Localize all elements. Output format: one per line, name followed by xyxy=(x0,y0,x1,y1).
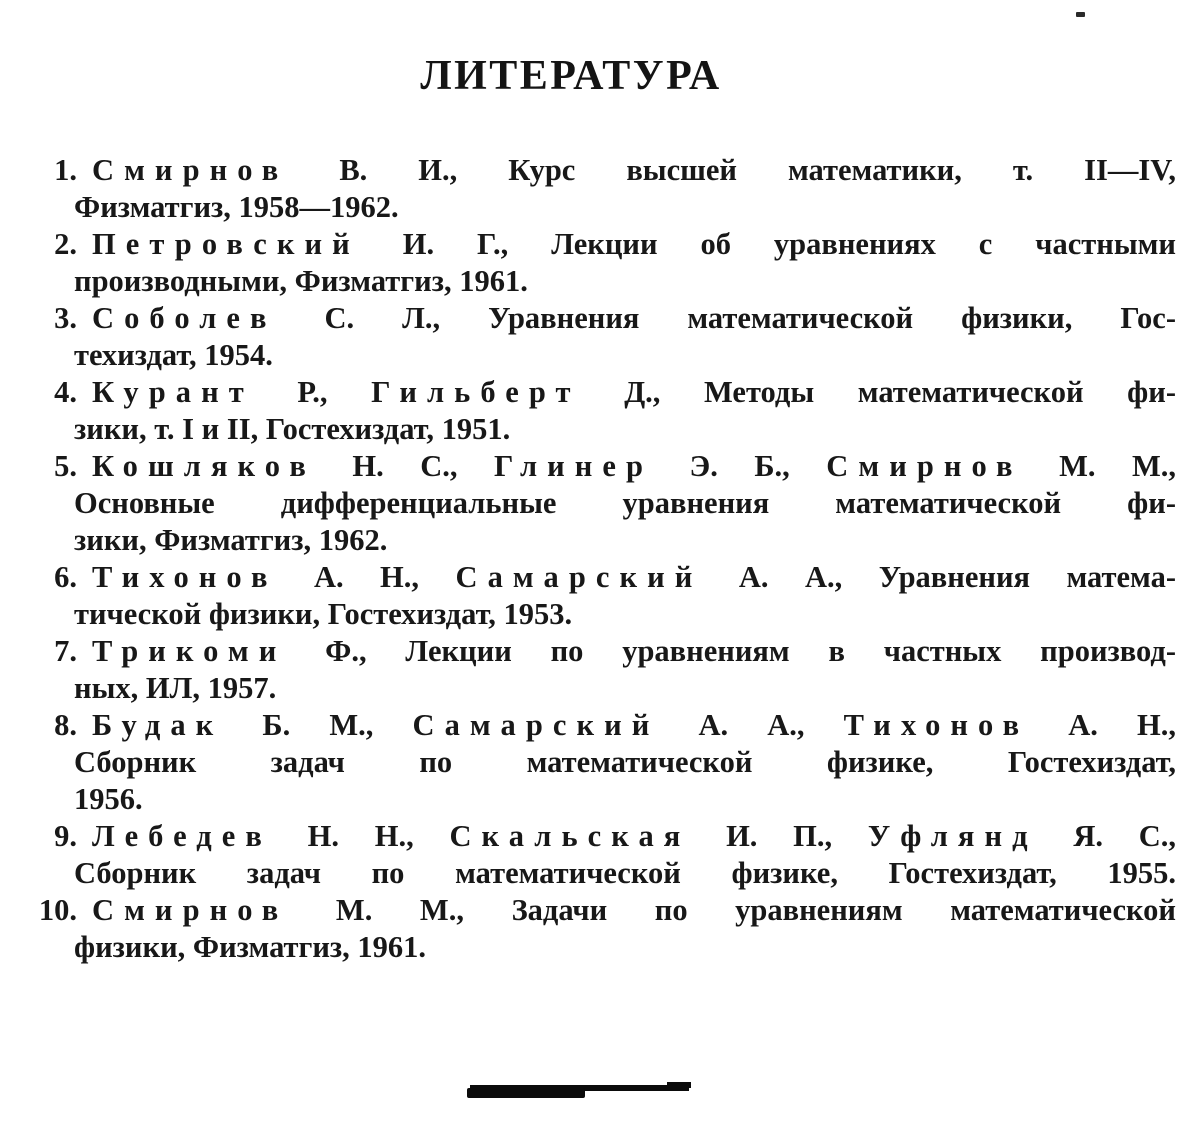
reference-text: зики, т. I и II, Гостехиздат, 1951. xyxy=(74,412,511,446)
reference-text: Д., Методы математической фи- xyxy=(580,375,1176,409)
reference-line xyxy=(74,596,1176,633)
reference-text: тической физики, Гостехиздат, 1953. xyxy=(74,597,573,631)
reference-line xyxy=(74,559,1176,596)
reference-text: физики, Физматгиз, 1961. xyxy=(74,930,427,964)
author-name: Трикоми xyxy=(92,634,287,668)
reference-line xyxy=(74,263,1176,300)
reference-line xyxy=(74,781,1176,818)
reference-line xyxy=(74,152,1176,189)
author-name: Петровский xyxy=(92,227,360,261)
reference-line xyxy=(74,300,1176,337)
reference-line xyxy=(74,707,1176,744)
reference-number: 7. xyxy=(54,634,77,668)
reference-item xyxy=(0,707,1176,818)
author-name: Будак xyxy=(92,708,224,742)
author-name: Самарский xyxy=(455,560,703,594)
author-name: Соболев xyxy=(92,301,277,335)
reference-line xyxy=(74,522,1176,559)
reference-line xyxy=(74,448,1176,485)
author-name: Смирнов xyxy=(92,893,289,927)
author-name: Уфлянд xyxy=(867,819,1038,853)
reference-item xyxy=(0,892,1176,966)
author-name: Лебедев xyxy=(92,819,272,853)
reference-text: Я. С., xyxy=(1037,819,1176,853)
author-name: Смирнов xyxy=(826,449,1023,483)
reference-line xyxy=(74,633,1176,670)
reference-text: Э. Б., xyxy=(653,449,827,483)
reference-text: А. Н., xyxy=(1029,708,1177,742)
reference-line xyxy=(74,744,1176,781)
ink-speck xyxy=(1076,12,1085,17)
reference-item xyxy=(0,633,1176,707)
author-name: Тихонов xyxy=(92,560,278,594)
reference-text: 1956. xyxy=(74,782,143,816)
reference-text: ных, ИЛ, 1957. xyxy=(74,671,277,705)
reference-line xyxy=(74,411,1176,448)
reference-item xyxy=(0,559,1176,633)
reference-line xyxy=(74,189,1176,226)
reference-number: 3. xyxy=(54,301,77,335)
reference-line xyxy=(74,226,1176,263)
reference-text: зики, Физматгиз, 1962. xyxy=(74,523,388,557)
reference-number: 4. xyxy=(54,375,77,409)
author-name: Тихонов xyxy=(843,708,1030,742)
reference-text: И. Г., Лекции об уравнениях с частными xyxy=(359,227,1176,261)
reference-number: 2. xyxy=(54,227,77,261)
reference-number: 9. xyxy=(54,819,77,853)
page-title: ЛИТЕРАТУРА xyxy=(420,53,722,99)
reference-item xyxy=(0,300,1176,374)
author-name: Смирнов xyxy=(92,153,289,187)
reference-text: А. А., xyxy=(659,708,844,742)
reference-text: Н. С., xyxy=(315,449,494,483)
reference-line xyxy=(74,485,1176,522)
reference-item xyxy=(0,152,1176,226)
reference-text: Р., xyxy=(253,375,372,409)
author-name: Глинер xyxy=(493,449,654,483)
reference-number: 10. xyxy=(38,893,77,927)
reference-item xyxy=(0,374,1176,448)
bottom-rule xyxy=(470,1085,689,1091)
reference-number: 6. xyxy=(54,560,77,594)
reference-text: А. А., Уравнения матема- xyxy=(702,560,1176,594)
reference-line xyxy=(74,670,1176,707)
reference-text: Сборник задач по математической физике, Гостехиздат, xyxy=(74,745,1176,779)
reference-text: И. П., xyxy=(690,819,868,853)
reference-text: М. М., Задачи по уравнениям математической xyxy=(288,893,1176,927)
reference-text: техиздат, 1954. xyxy=(74,338,273,372)
author-name: Самарский xyxy=(412,708,660,742)
reference-text: М. М., xyxy=(1022,449,1177,483)
reference-number: 1. xyxy=(54,153,77,187)
reference-text: А. Н., xyxy=(277,560,456,594)
reference-text: Н. Н., xyxy=(271,819,450,853)
reference-number: 8. xyxy=(54,708,77,742)
reference-line xyxy=(74,855,1176,892)
reference-item xyxy=(0,226,1176,300)
reference-item xyxy=(0,448,1176,559)
reference-line xyxy=(74,892,1176,929)
reference-list xyxy=(0,152,1176,966)
author-name: Кошляков xyxy=(92,449,316,483)
reference-text: Сборник задач по математической физике, Гостехиздат, 1955. xyxy=(74,856,1176,890)
reference-text: С. Л., Уравнения математической физики, Гос- xyxy=(276,301,1176,335)
author-name: Скальская xyxy=(449,819,691,853)
reference-number: 5. xyxy=(54,449,77,483)
reference-text: В. И., Курс высшей математики, т. II—IV, xyxy=(288,153,1176,187)
author-name: Курант xyxy=(92,375,254,409)
reference-line xyxy=(74,929,1176,966)
reference-item xyxy=(0,818,1176,892)
reference-text: Ф., Лекции по уравнениям в частных производ- xyxy=(286,634,1176,668)
reference-line xyxy=(74,818,1176,855)
author-name: Гильберт xyxy=(371,375,581,409)
reference-text: Основные дифференциальные уравнения математической фи- xyxy=(74,486,1176,520)
reference-line xyxy=(74,337,1176,374)
reference-text: Б. М., xyxy=(223,708,413,742)
reference-text: производными, Физматгиз, 1961. xyxy=(74,264,528,298)
reference-line xyxy=(74,374,1176,411)
reference-text: Физматгиз, 1958—1962. xyxy=(74,190,399,224)
